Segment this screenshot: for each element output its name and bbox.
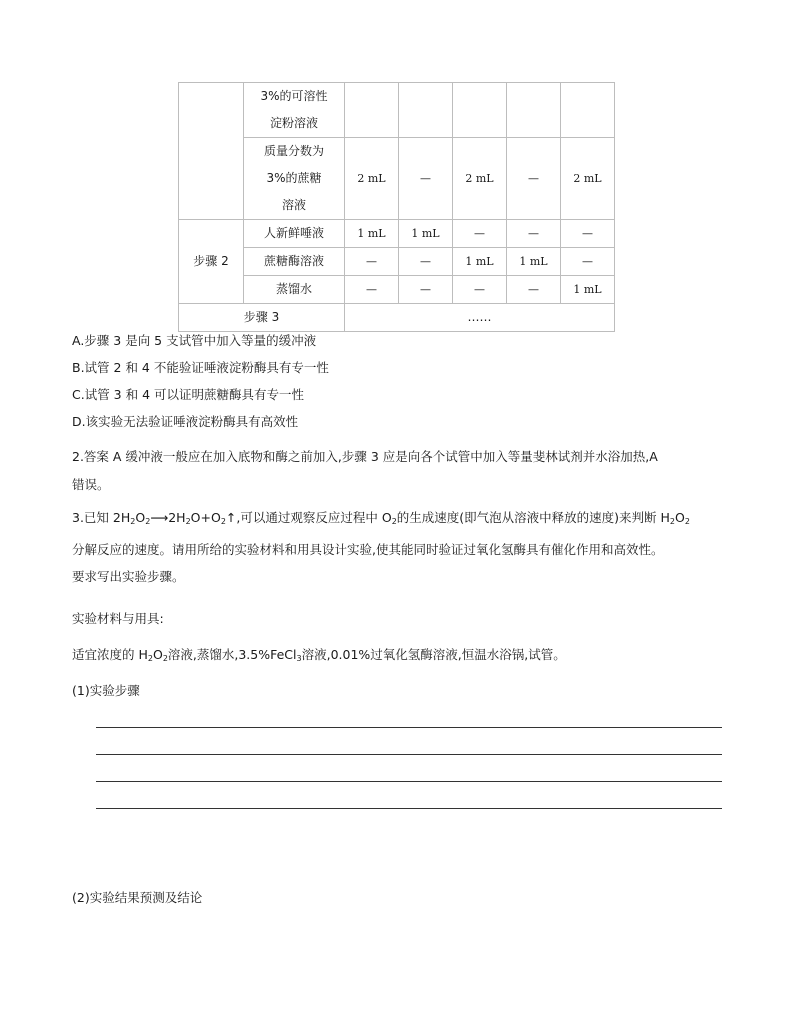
answer-line[interactable] (96, 781, 722, 782)
table-cell: — (345, 276, 399, 304)
table-cell: 2 mL (345, 138, 399, 220)
option-c: C.试管 3 和 4 可以证明蔗糖酶具有专一性 (72, 387, 305, 402)
answer-line-2: 错误。 (72, 477, 110, 492)
table-cell: — (399, 248, 453, 276)
table-cell: 1 mL (561, 276, 615, 304)
row-label-sucrose: 质量分数为 3%的蔗糖 溶液 (244, 138, 345, 220)
table-cell: 2 mL (561, 138, 615, 220)
row-label-starch: 3%的可溶性 淀粉溶液 (244, 83, 345, 138)
part-2-title: (2)实验结果预测及结论 (72, 890, 203, 905)
question-3-line-3: 要求写出实验步骤。 (72, 569, 185, 584)
table-cell (507, 83, 561, 138)
row-label-saliva: 人新鲜唾液 (244, 220, 345, 248)
row-label-water: 蒸馏水 (244, 276, 345, 304)
step2-label: 步骤 2 (179, 220, 244, 304)
answer-line-1: 2.答案 A 缓冲液一般应在加入底物和酶之前加入,步骤 3 应是向各个试管中加入等量斐林试剂并水浴加热,A (72, 449, 658, 464)
option-b: B.试管 2 和 4 不能验证唾液淀粉酶具有专一性 (72, 360, 329, 375)
step3-value: …… (345, 304, 615, 332)
table-cell: 1 mL (453, 248, 507, 276)
table-cell: — (561, 220, 615, 248)
table-cell: — (453, 276, 507, 304)
table-cell (453, 83, 507, 138)
table-cell-empty (179, 83, 244, 220)
option-a: A.步骤 3 是向 5 支试管中加入等量的缓冲液 (72, 333, 317, 348)
table-cell: — (345, 248, 399, 276)
table-cell: 1 mL (507, 248, 561, 276)
table-cell: 2 mL (453, 138, 507, 220)
table-cell: — (399, 276, 453, 304)
table-cell (561, 83, 615, 138)
part-1-title: (1)实验步骤 (72, 683, 140, 698)
table-cell (345, 83, 399, 138)
table-cell: — (453, 220, 507, 248)
table-cell: — (399, 138, 453, 220)
experiment-table (178, 82, 615, 332)
step3-label: 步骤 3 (179, 304, 345, 332)
materials-title: 实验材料与用具: (72, 611, 164, 626)
question-3-intro: 3.已知 $2H_2O_2⟶2H_2O+O_2↑$,可以通过观察反应过程中 $O_2$的生成速度(即气泡从溶液中释放的速度)来判断 $H_2O_2$ (72, 510, 690, 526)
answer-line[interactable] (96, 754, 722, 755)
table-cell: — (507, 220, 561, 248)
table-cell: 1 mL (345, 220, 399, 248)
table-cell: — (507, 276, 561, 304)
option-d: D.该实验无法验证唾液淀粉酶具有高效性 (72, 414, 299, 429)
row-label-sucrase: 蔗糖酶溶液 (244, 248, 345, 276)
answer-line[interactable] (96, 727, 722, 728)
question-3-line-2: 分解反应的速度。请用所给的实验材料和用具设计实验,使其能同时验证过氧化氢酶具有催化作用和高效性。 (72, 542, 664, 557)
table-cell: — (507, 138, 561, 220)
answer-line[interactable] (96, 808, 722, 809)
table-cell: 1 mL (399, 220, 453, 248)
table-cell: — (561, 248, 615, 276)
materials-list: 适宜浓度的 $H_2O_2$溶液,蒸馏水,3.5%FeCl$_3$溶液,0.01%过氧化氢酶溶液,恒温水浴锅,试管。 (72, 647, 566, 663)
table-cell (399, 83, 453, 138)
